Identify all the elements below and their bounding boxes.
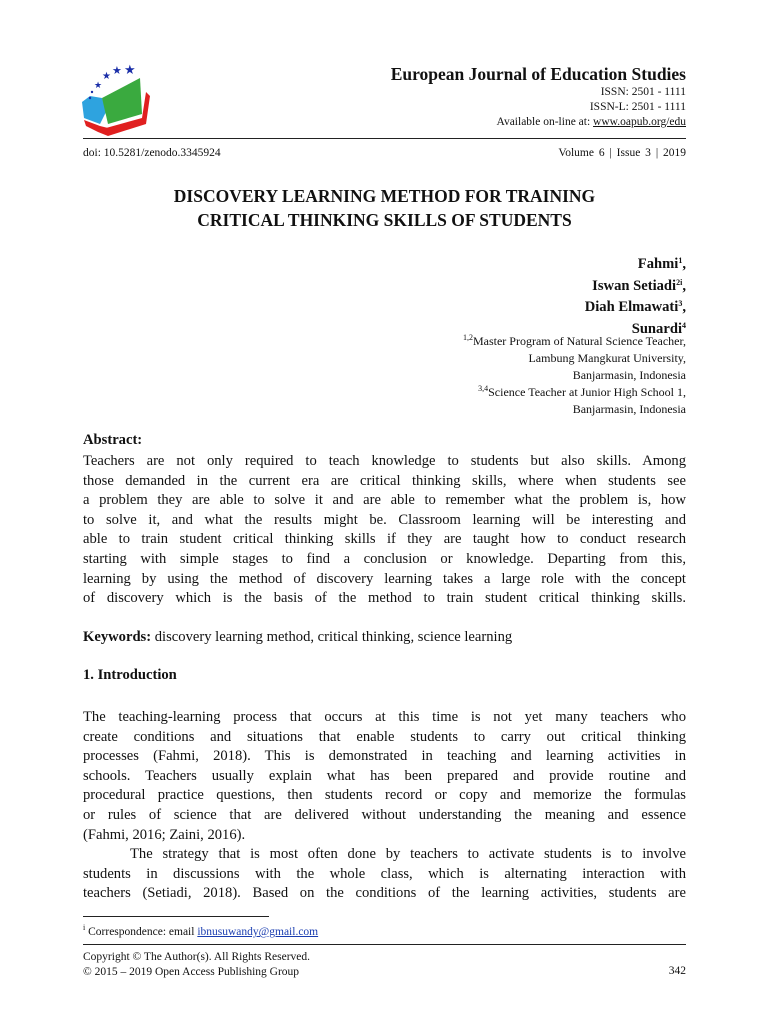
abstract-text — [83, 452, 686, 609]
journal-title: European Journal of Education Studies — [390, 64, 686, 84]
page-number: 342 — [668, 965, 686, 977]
journal-url-link[interactable]: www.oapub.org/edu — [593, 116, 686, 128]
affiliation-line: Banjarmasin, Indonesia — [572, 402, 686, 416]
separator: | — [609, 147, 612, 159]
available-label: Available on-line at: — [496, 116, 594, 128]
author: Iswan Setiadi$^{2i}$, — [592, 277, 686, 294]
footnote-mark: i — [83, 923, 86, 932]
author-list — [585, 254, 686, 340]
publisher: © 2015 – 2019 Open Access Publishing Group — [83, 966, 300, 978]
keywords — [83, 628, 686, 648]
text-line: The teaching-learning process that occurs at this time is not yet many teachers who — [83, 709, 686, 725]
availability — [497, 116, 687, 128]
volume: Volume 6 — [558, 147, 605, 159]
footnote-divider — [83, 916, 269, 917]
correspondence-email-link[interactable]: ibnusuwandy@gmail.com — [197, 926, 319, 938]
intro-paragraph-2 — [83, 845, 686, 904]
affiliation-line: $^{3,4}$Science Teacher at Junior High School 1, — [478, 384, 686, 399]
title-line: CRITICAL THINKING SKILLS OF STUDENTS — [197, 210, 572, 230]
text-line: Teachers are not only required to teach knowledge to students but also skills. Among — [83, 453, 686, 469]
text-line: procedural practice questions, then students record or copy and memorize the formulas — [83, 787, 686, 804]
text-line: The strategy that is most often done by teachers to activate students is to involve — [130, 846, 686, 862]
text-line: schools. Teachers usually explain what has been prepared and provide routine and — [83, 767, 686, 784]
text-line: to solve it, and what the results might be. Classroom learning will be interesting and — [83, 511, 686, 528]
journal-logo — [80, 62, 160, 142]
author: Sunardi$^4$ — [631, 320, 686, 337]
introduction-heading: 1. Introduction — [83, 667, 177, 683]
copyright: Copyright © The Author(s). All Rights Reserved. — [83, 951, 311, 963]
text-line: starting with simple stages to find a conclusion or knowledge. Departing from this, — [83, 550, 686, 567]
paper-title — [83, 184, 686, 232]
text-line: a problem they are able to solve it and are able to remember what the problem is, how — [83, 492, 686, 509]
issn: ISSN: 2501 - 1111 — [600, 86, 686, 98]
issue: Issue 3 — [616, 147, 651, 159]
volume-issue-year — [558, 147, 686, 159]
affiliation-line: Banjarmasin, Indonesia — [572, 368, 686, 382]
affiliation-line: $^{1,2}$Master Program of Natural Science Teacher, — [462, 333, 686, 348]
footer — [83, 950, 310, 980]
keywords-text: discovery learning method, critical thinking, science learning — [151, 629, 513, 645]
title-line: DISCOVERY LEARNING METHOD FOR TRAINING — [173, 186, 596, 206]
doi: doi: 10.5281/zenodo.3345924 — [83, 147, 221, 159]
abstract-heading: Abstract: — [83, 432, 143, 448]
author: Fahmi$^1$, — [637, 256, 686, 272]
text-line: (Fahmi, 2016; Zaini, 2016). — [83, 826, 246, 843]
footnote — [83, 923, 319, 938]
keywords-label: Keywords: — [83, 629, 152, 645]
text-line: able to train student critical thinking skills if they are taught how to conduct research — [83, 531, 686, 548]
text-line: teachers (Setiadi, 2018). Based on the conditions of the learning activities, students are — [83, 885, 686, 902]
header-divider — [83, 138, 686, 139]
text-line: create conditions and situations that enable students to carry out critical thinking — [83, 728, 686, 745]
author: Diah Elmawati$^3$, — [584, 299, 686, 315]
text-line: students in discussions with the whole class, which is alternating interaction with — [83, 865, 686, 882]
year: 2019 — [663, 147, 686, 159]
issn-l: ISSN-L: 2501 - 1111 — [589, 101, 686, 113]
separator: | — [655, 147, 659, 159]
svg-text:★: ★ — [102, 71, 111, 82]
svg-text:★: ★ — [112, 65, 122, 77]
text-line: those demanded in the current era are critical thinking skills, where when students see — [83, 472, 686, 489]
footnote-label: Correspondence: email — [88, 926, 198, 938]
text-line: of discovery which is the basis of the method to train student critical thinking skills. — [83, 590, 686, 607]
affiliation-line: Lambung Mangkurat University, — [528, 351, 686, 365]
text-line: or rules of science that are delivered without understanding the meaning and essence — [83, 806, 686, 823]
affiliations — [463, 333, 686, 418]
footer-divider — [83, 944, 686, 945]
svg-text:★: ★ — [124, 62, 136, 77]
intro-paragraph-1 — [83, 708, 686, 845]
text-line: learning by using the method of discovery learning takes a large role with the concept — [83, 570, 686, 587]
text-line: processes (Fahmi, 2018). This is demonstrated in teaching and learning activities in — [83, 748, 686, 765]
svg-text:★: ★ — [94, 80, 103, 90]
